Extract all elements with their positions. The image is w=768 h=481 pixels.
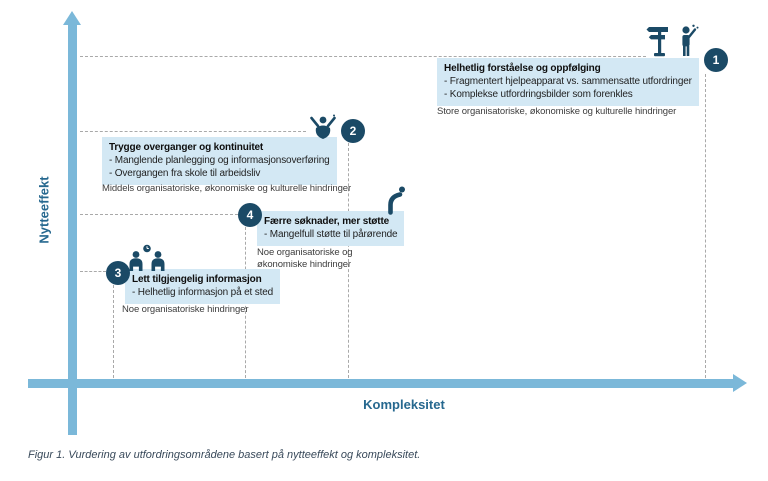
guide-line-item4-horizontal [80,214,238,215]
guide-line-item1-horizontal [80,56,646,57]
guide-line-item2-horizontal [80,131,306,132]
item1-title: Helhetlig forståelse og oppfølging [444,63,601,74]
item1-number-badge: 1 [704,48,728,72]
x-axis-arrowhead [733,374,747,392]
x-axis [28,379,734,388]
item2-bullet: - Overgangen fra skole til arbeidsliv [109,168,261,179]
item1-bullet: - Komplekse utfordringsbilder som forenkles [444,89,633,100]
y-axis-label: Nytteeffekt [36,176,52,244]
item2-note: Middels organisatoriske, økonomiske og kulturelle hindringer [102,183,352,194]
item2-title: Trygge overganger og kontinuitet [109,142,264,153]
figure-caption: Figur 1. Vurdering av utfordringsområdene basert på nytteeffekt og kompleksitet. [28,449,421,461]
item4-title: Færre søknader, mer støtte [264,216,390,227]
bent-person-icon [384,185,408,215]
guide-line-item1-vertical [705,74,706,378]
item3-number-badge: 3 [106,261,130,285]
confused-person-at-signpost-icon [646,24,702,58]
guide-line-item3-vertical [113,285,114,378]
y-axis [68,24,77,435]
x-axis-label: Kompleksitet [363,397,445,412]
item3-bullet: - Helhetlig informasjon på et sted [132,287,274,298]
item4-note: Noe organisatoriske og økonomiske hindringer [257,247,353,270]
item1-note: Store organisatoriske, økonomiske og kulturelle hindringer [437,106,677,117]
item1-box [437,58,699,106]
y-axis-arrowhead [63,11,81,25]
item2-bullet: - Manglende planlegging og informasjonsoverføring [109,155,330,166]
item2-number-badge: 2 [341,119,365,143]
item3-box [125,269,280,304]
item3-title: Lett tilgjengelig informasjon [132,274,262,285]
two-people-meeting-clock-icon [125,244,169,271]
item4-bullet: - Mangelfull støtte til pårørende [264,229,398,240]
guide-line-item3-horizontal [80,271,106,272]
jumping-person-icon [306,114,340,141]
item3-note: Noe organisatoriske hindringer [122,304,249,315]
item1-bullet: - Fragmentert hjelpeapparat vs. sammensatte utfordringer [444,76,692,87]
item2-box [102,137,337,185]
item4-box [257,211,404,246]
item4-number-badge: 4 [238,203,262,227]
